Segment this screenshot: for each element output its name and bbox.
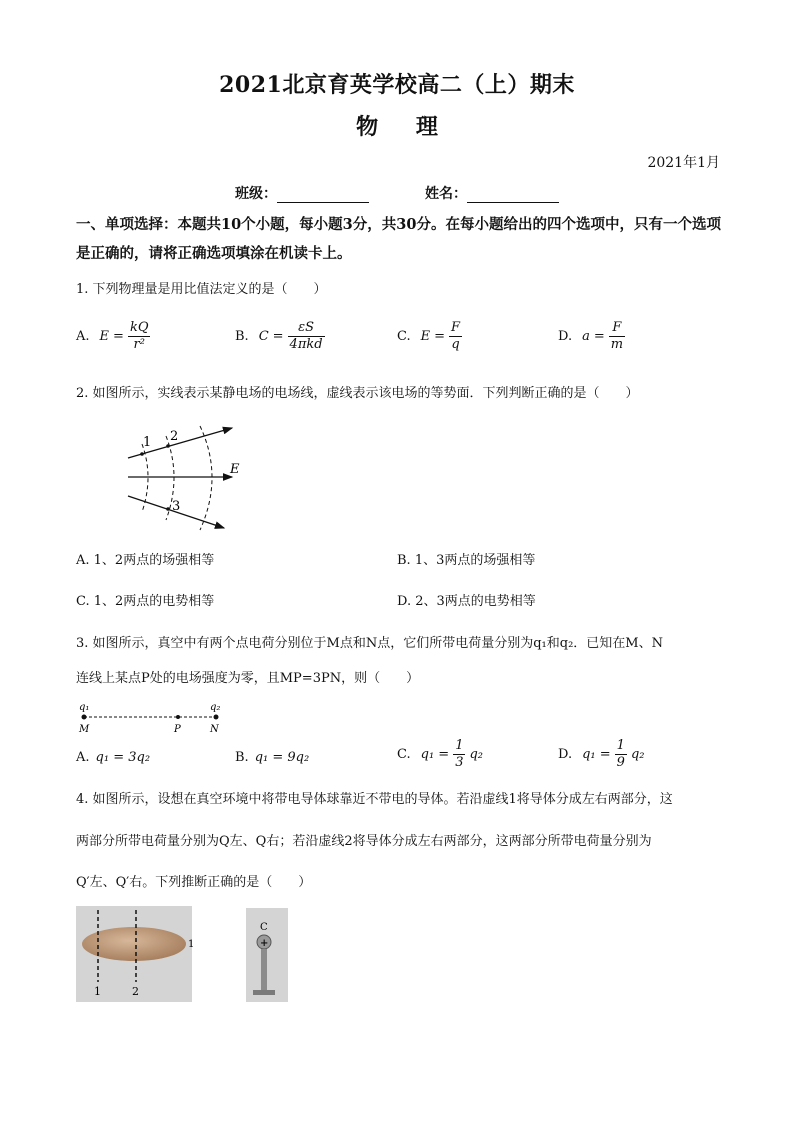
q1-a-num: kQ bbox=[129, 320, 149, 335]
q4-stem-line2: 两部分所带电荷量分别为Q左、Q右；若沿虚线2将导体分成左右两部分，这两部分所带电荷量分别为 bbox=[76, 834, 652, 849]
q2-label: q₂ bbox=[210, 702, 221, 713]
section-heading: 一、单项选择：本题共10个小题，每小题3分，共30分。在每小题给出的四个选项中，只有一个选项是正确的，请将正确选项填涂在机读卡上。 bbox=[76, 216, 721, 262]
name-field[interactable] bbox=[425, 183, 559, 203]
q1-a-lhs: E bbox=[99, 328, 110, 344]
q3-c-lhs: q₁ = bbox=[420, 746, 450, 762]
p-label: P bbox=[174, 724, 181, 735]
point-1-label: 1 bbox=[143, 435, 152, 450]
point-p-dot bbox=[176, 715, 180, 719]
q3-charge-figure bbox=[74, 700, 234, 738]
page-title: 2021北京育英学校高二（上）期末 bbox=[219, 72, 575, 98]
n-label: N bbox=[210, 724, 219, 735]
q1-d-lhs: a bbox=[582, 328, 590, 344]
q3-c-den: 3 bbox=[455, 755, 464, 770]
q3-option-a[interactable] bbox=[76, 748, 150, 768]
q2-option-b[interactable]: B. 1、3两点的场强相等 bbox=[397, 553, 536, 568]
q2-stem: 2. 如图所示，实线表示某静电场的电场线，虚线表示该电场的等势面．下列判断正确的是（ ） bbox=[76, 386, 639, 401]
sphere-plus-sign: + bbox=[260, 938, 269, 949]
field-e-label: E bbox=[230, 462, 240, 477]
q3-c-num: 1 bbox=[455, 738, 464, 753]
q1-option-b[interactable]: B. C = $\frac{\varepsilon S}{\text{4πkd}}$ bbox=[235, 320, 323, 352]
m-label: M bbox=[79, 724, 90, 735]
point-3-label: 3 bbox=[172, 499, 181, 514]
q3-d-lhs: q₁ = bbox=[582, 746, 611, 762]
q1-d-den: m bbox=[610, 337, 624, 352]
q3-d-rhs: q₂ bbox=[630, 746, 645, 762]
q4-charged-sphere-figure bbox=[246, 908, 288, 1002]
q1-c-label: C. bbox=[397, 328, 411, 344]
q2-option-a[interactable]: A. 1、2两点的场强相等 bbox=[76, 553, 215, 568]
charge-n-dot bbox=[214, 715, 219, 720]
q3-stem-line2: 连线上某点P处的电场强度为零，且MP=3PN，则（ ） bbox=[76, 671, 420, 686]
q1-label: q₁ bbox=[79, 702, 90, 713]
q1-b-label: B. bbox=[235, 328, 249, 344]
q1-b-lhs: C bbox=[258, 328, 269, 344]
subject-title: 物 理 bbox=[356, 114, 438, 140]
q3-d-label: D. bbox=[558, 746, 573, 762]
q1-b-den: 4πkd bbox=[289, 337, 323, 352]
q1-a-label: A. bbox=[76, 328, 90, 344]
q1-option-d[interactable]: D. a = $\frac{F}{m}$ bbox=[558, 320, 624, 352]
q1-c-den: q bbox=[451, 337, 460, 352]
q3-option-d[interactable] bbox=[558, 738, 644, 771]
q3-stem-line1: 3. 如图所示，真空中有两个点电荷分别位于M点和N点，它们所带电荷量分别为q₁和q₂．已知在M、N bbox=[76, 636, 663, 651]
q4-stem-line3: Q′左、Q′右。下列推断正确的是（ ） bbox=[76, 875, 312, 890]
q2-field-figure bbox=[120, 420, 260, 535]
point-2-dot bbox=[166, 444, 170, 448]
q1-option-c[interactable]: C. E = $\frac{F}{q}$ bbox=[397, 320, 461, 352]
q1-c-num: F bbox=[451, 320, 461, 335]
q3-a-label: A. bbox=[76, 750, 90, 765]
q4-conductor-figure bbox=[76, 906, 194, 1002]
q3-b-label: B. bbox=[235, 750, 249, 765]
q1-d-label: D. bbox=[558, 328, 573, 344]
q3-option-b[interactable] bbox=[235, 748, 309, 768]
q3-c-rhs: q₂ bbox=[469, 746, 484, 762]
stand-base bbox=[253, 990, 275, 995]
name-label: 姓名： bbox=[425, 186, 467, 202]
q3-a-text: q₁ = 3q₂ bbox=[95, 750, 151, 765]
class-field[interactable] bbox=[235, 183, 369, 203]
q1-a-den: r² bbox=[133, 337, 145, 352]
point-1-dot bbox=[140, 452, 144, 456]
q3-d-den: 9 bbox=[616, 755, 625, 770]
conductor-right-mark: 1 bbox=[188, 939, 194, 950]
q1-stem: 1. 下列物理量是用比值法定义的是（ ） bbox=[76, 282, 327, 297]
class-label: 班级： bbox=[235, 186, 277, 202]
point-3-dot bbox=[166, 507, 170, 511]
equipotential-3 bbox=[200, 426, 212, 530]
point-2-label: 2 bbox=[170, 429, 179, 444]
charge-m-dot bbox=[82, 715, 87, 720]
exam-date: 2021年1月 bbox=[647, 155, 720, 171]
q3-option-c[interactable] bbox=[397, 738, 483, 771]
q2-option-c[interactable]: C. 1、2两点的电势相等 bbox=[76, 594, 215, 609]
cut-line-1-label: 1 bbox=[94, 985, 101, 998]
sphere-c-label: C bbox=[260, 922, 268, 933]
q3-c-label: C. bbox=[397, 746, 411, 762]
insulating-stand bbox=[261, 949, 267, 991]
q3-b-text: q₁ = 9q₂ bbox=[254, 750, 310, 765]
q1-option-a[interactable]: A. E = $\frac{kQ}{\text{r²}}$ bbox=[76, 320, 149, 352]
cut-line-2-label: 2 bbox=[132, 985, 139, 998]
q3-d-num: 1 bbox=[616, 738, 625, 753]
q4-stem-line1: 4. 如图所示，设想在真空环境中将带电导体球靠近不带电的导体。若沿虚线1将导体分成左右两部分，这 bbox=[76, 792, 673, 807]
q1-c-lhs: E bbox=[420, 328, 431, 344]
q1-b-num: εS bbox=[288, 320, 325, 337]
class-blank[interactable] bbox=[277, 188, 369, 203]
q1-d-num: F bbox=[609, 320, 625, 337]
name-blank[interactable] bbox=[467, 188, 559, 203]
q2-option-d[interactable]: D. 2、3两点的电势相等 bbox=[397, 594, 536, 609]
